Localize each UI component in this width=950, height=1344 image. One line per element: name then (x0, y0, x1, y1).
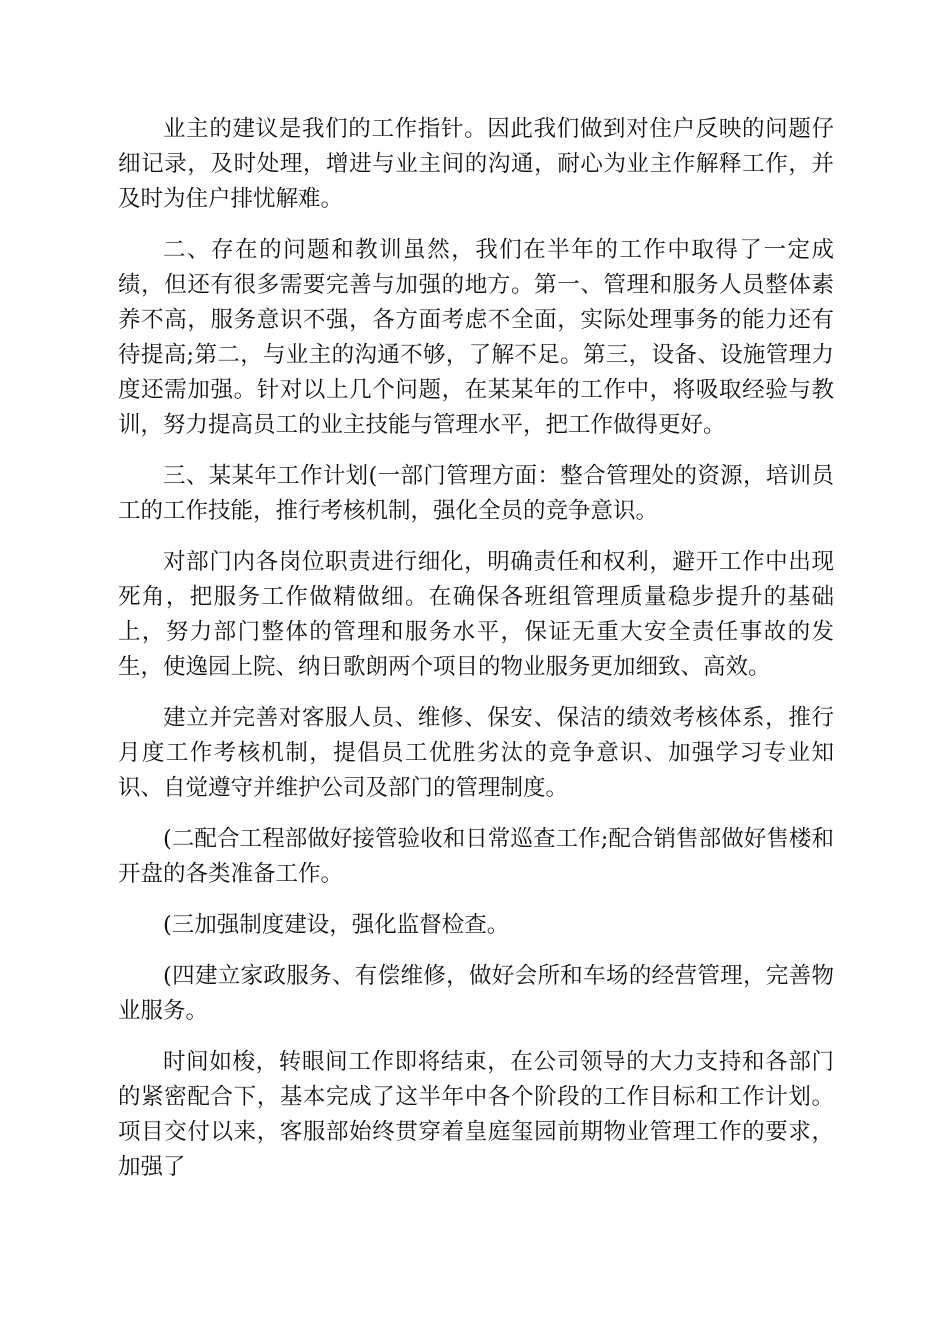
paragraph-work-plan-dept-management: 三、某某年工作计划(一部门管理方面：整合管理处的资源，培训员工的工作技能，推行考核机制，强化全员的竞争意识。 (118, 463, 834, 524)
paragraph-problems-lessons: 二、存在的问题和教训虽然，我们在半年的工作中取得了一定成绩，但还有很多需要完善与加强的地方。第一、管理和服务人员整体素养不高，服务意识不强，各方面考虑不全面，实际处理事务的能力还有待提高;第二，与业主的沟通不够，了解不足。第三，设备、设施管理力度还需加强。针对以上几个问题，在某某年的工作中，将吸取经验与教训，努力提高员工的业主技能与管理水平，把工作做得更好。 (118, 237, 834, 438)
document-body (118, 112, 834, 1201)
paragraph-summary: 时间如梭，转眼间工作即将结束，在公司领导的大力支持和各部门的紧密配合下，基本完成了这半年中各个阶段的工作目标和工作计划。项目交付以来，客服部始终贯穿着皇庭玺园前期物业管理工作的要求，加强了 (118, 1049, 834, 1180)
paragraph-job-duties: 对部门内各岗位职责进行细化，明确责任和权利，避开工作中出现死角，把服务工作做精做细。在确保各班组管理质量稳步提升的基础上，努力部门整体的管理和服务水平，保证无重大安全责任事故的发生，使逸园上院、纳日歌朗两个项目的物业服务更加细致、高效。 (118, 549, 834, 680)
paragraph-item-three: (三加强制度建设，强化监督检查。 (163, 912, 510, 938)
paragraph-performance-appraisal: 建立并完善对客服人员、维修、保安、保洁的绩效考核体系，推行月度工作考核机制，提倡员工优胜劣汰的竞争意识、加强学习专业知识、自觉遵守并维护公司及部门的管理制度。 (118, 705, 834, 801)
paragraph-item-four: (四建立家政服务、有偿维修，做好会所和车场的经营管理，完善物业服务。 (118, 963, 834, 1024)
paragraph-item-two: (二配合工程部做好接管验收和日常巡查工作;配合销售部做好售楼和开盘的各类准备工作。 (118, 826, 834, 887)
paragraph-owner-suggestions: 业主的建议是我们的工作指针。因此我们做到对住户反映的问题仔细记录，及时处理，增进与业主间的沟通，耐心为业主作解释工作，并及时为住户排忧解难。 (118, 116, 834, 212)
